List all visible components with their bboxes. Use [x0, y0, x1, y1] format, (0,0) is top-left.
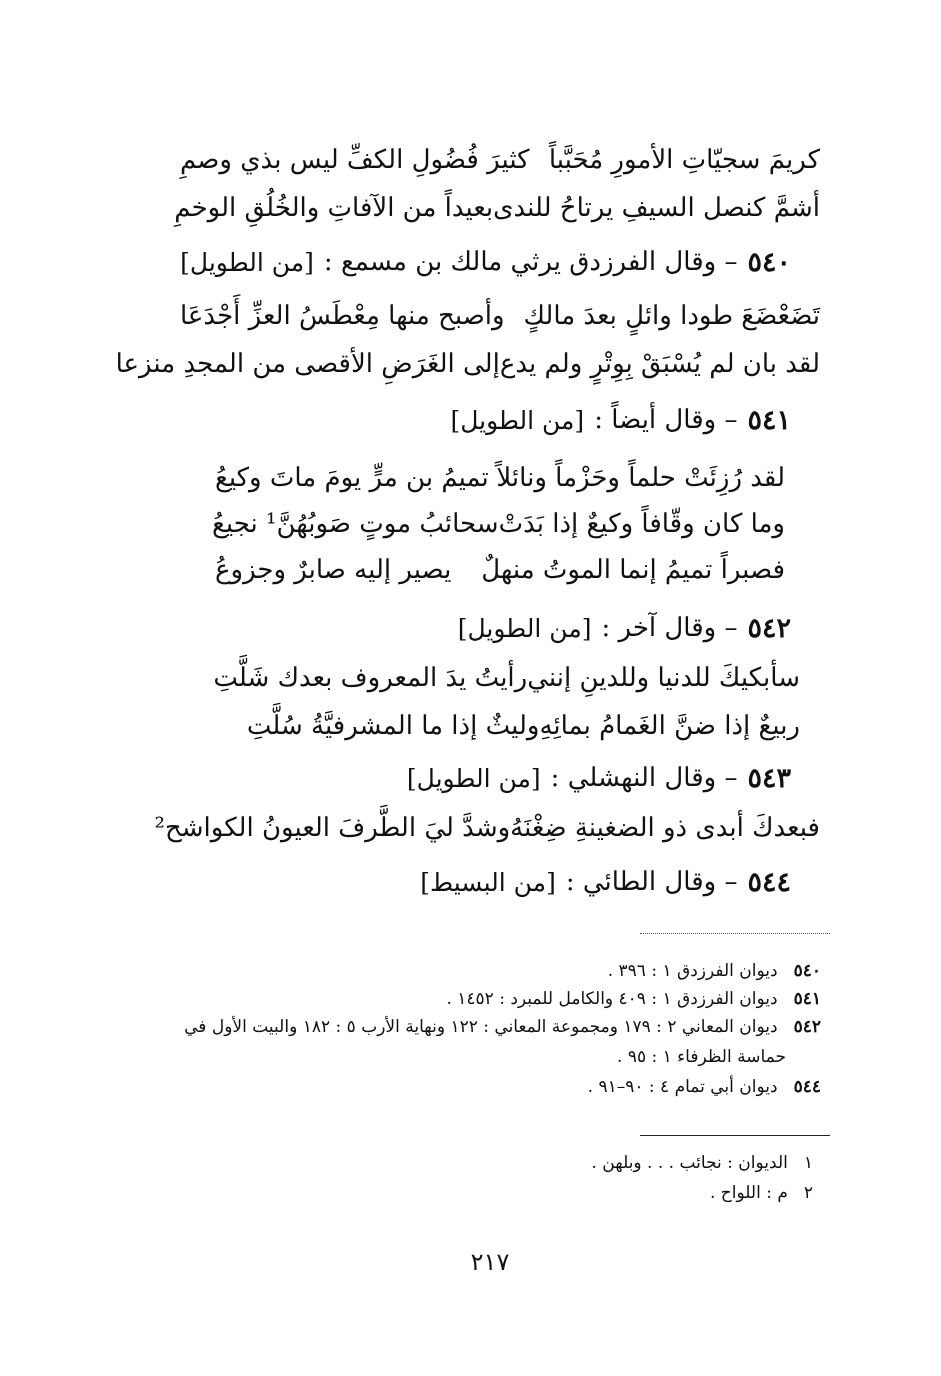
verse-line — [115, 342, 820, 386]
footnote — [591, 1150, 813, 1176]
footnote-text: الديوان : نجائب . . . وبلهن . — [591, 1153, 788, 1173]
verse-first-hemistich: وما كان وقّافاً وكيعٌ إذا بَدَتْ — [498, 509, 785, 539]
entry-meter: [من الطويل] — [180, 247, 314, 277]
source-number: ٥٤٢ — [793, 1017, 821, 1037]
verse-line — [215, 548, 785, 592]
source-note — [184, 1014, 821, 1040]
verse-second-hemistich: يصير إليه صابرٌ وجزوعُ — [215, 555, 452, 585]
entry-heading — [407, 756, 791, 800]
verse-line — [246, 704, 800, 748]
source-number: ٥٤٤ — [793, 1077, 821, 1097]
entry-meter: [من الطويل] — [450, 405, 585, 435]
entry-number: ٥٤٣ — [747, 762, 791, 794]
entry-heading — [180, 240, 791, 284]
entry-number: ٥٤١ — [747, 404, 791, 436]
source-text: ديوان أبي تمام ٤ : ٩٠–٩١ . — [587, 1077, 778, 1097]
source-text: ديوان المعاني ٢ : ١٧٩ ومجموعة المعاني : ١٢٢ ونهاية الأرب ٥ : ١٨٢ والبيت الأول في — [184, 1017, 778, 1037]
entry-heading — [420, 860, 791, 904]
source-text: ديوان الفرزدق ١ : ٣٩٦ . — [607, 961, 778, 981]
verse-second-hemistich: وأصبح منها مِعْطَسُ العزِّ أَجْدَعَا — [180, 301, 505, 331]
verse-line — [213, 656, 800, 700]
verse-line — [215, 456, 785, 500]
verse-first-hemistich: كريمَ سجيّاتِ الأمورِ مُحَبَّباً — [548, 145, 820, 175]
source-number: ٥٤٠ — [793, 961, 821, 981]
verse-line — [180, 138, 820, 182]
verse-first-hemistich: فصبراً تميمُ إنما الموتُ منهلٌ — [481, 555, 785, 585]
footnote-rule — [640, 1135, 830, 1136]
source-text: ديوان الفرزدق ١ : ٤٠٩ والكامل للمبرد : ١٤٥٢ . — [446, 989, 778, 1009]
entry-heading — [450, 398, 791, 442]
verse-line — [174, 186, 820, 230]
source-text: حماسة الظرفاء ١ : ٩٥ . — [617, 1047, 786, 1067]
entry-number: ٥٤٢ — [747, 612, 791, 644]
entry-meter: [من الطويل] — [406, 763, 541, 793]
verse-second-hemistich: رأيتُ يدَ المعروف بعدك شَلَّتِ — [213, 663, 528, 693]
source-note-continuation — [617, 1044, 786, 1070]
footnote-text: م : اللواح . — [709, 1183, 788, 1203]
footnote — [710, 1180, 813, 1206]
verse-line — [212, 502, 785, 546]
entry-heading — [458, 606, 791, 650]
entry-intro: – وقال الطائي : — [565, 867, 738, 897]
verse-second-hemistich: وشدَّ ليَ الطَّرفَ العيونُ الكواشح² — [154, 813, 511, 843]
entry-meter: [من الطويل] — [457, 613, 592, 643]
page-number: ٢١٧ — [470, 1248, 510, 1276]
verse-line — [180, 294, 820, 338]
source-note — [588, 1074, 821, 1100]
entry-number: ٥٤٠ — [747, 246, 791, 278]
entry-intro: – وقال أيضاً : — [594, 405, 738, 435]
verse-first-hemistich: ربيعٌ إذا ضنَّ الغَمامُ بمائِهِ — [539, 711, 800, 741]
verse-first-hemistich: أشمَّ كنصل السيفِ يرتاحُ للندى — [493, 193, 820, 223]
verse-first-hemistich: سأبكيكَ للدنيا وللدينِ إنني — [527, 663, 800, 693]
verse-second-hemistich: كثيرَ فُضُولِ الكفِّ ليس بذي وصمِ — [180, 145, 530, 175]
verse-second-hemistich: بعيداً من الآفاتِ والخُلُقِ الوخمِ — [174, 193, 494, 223]
verse-first-hemistich: فبعدكَ أبدى ذو الضغينةِ ضِغْنَهُ — [510, 813, 820, 843]
source-note — [446, 986, 821, 1012]
verse-second-hemistich: إلى الغَرَضِ الأقصى من المجدِ منزعا — [115, 349, 500, 379]
footnote-number: ١ — [803, 1153, 813, 1173]
entry-intro: – وقال النهشلي : — [550, 763, 738, 793]
verse-second-hemistich: وليثٌ إذا ما المشرفيَّةُ سُلَّتِ — [246, 711, 540, 741]
verse-second-hemistich: سحائبُ موتٍ صَوبُهُنَّ¹ نجيعُ — [212, 509, 499, 539]
source-number: ٥٤١ — [793, 989, 821, 1009]
verse-second-hemistich: تميمُ بن مرٍّ يومَ ماتَ وكيعُ — [215, 463, 489, 493]
entry-intro: – وقال آخر : — [601, 613, 738, 643]
verse-first-hemistich: لقد رُزِئَتْ حلماً وحَزْماً ونائلاً — [496, 463, 785, 493]
entry-number: ٥٤٤ — [747, 866, 791, 898]
source-note — [608, 958, 821, 984]
footnote-number: ٢ — [803, 1183, 813, 1203]
entry-meter: [من البسيط] — [420, 867, 556, 897]
dotted-separator — [640, 933, 830, 934]
verse-first-hemistich: لقد بان لم يُسْبَقْ بِوِتْرٍ ولم يدع — [499, 349, 820, 379]
entry-intro: – وقال الفرزدق يرثي مالك بن مسمع : — [323, 247, 738, 277]
verse-line — [154, 806, 820, 850]
verse-first-hemistich: تَضَعْضَعَ طودا وائلٍ بعدَ مالكٍ — [523, 301, 820, 331]
